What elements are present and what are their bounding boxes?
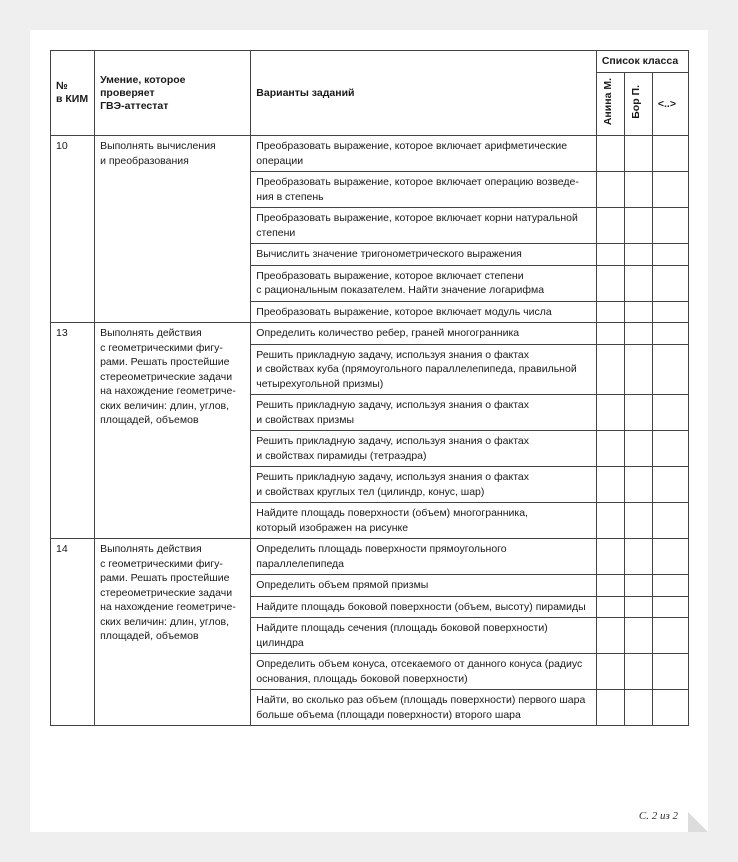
student-mark-cell[interactable]	[596, 467, 624, 503]
student-mark-cell[interactable]	[596, 618, 624, 654]
student-mark-cell[interactable]	[596, 208, 624, 244]
student-mark-cell[interactable]	[652, 344, 688, 395]
student-mark-cell[interactable]	[652, 596, 688, 618]
student-mark-cell[interactable]	[596, 503, 624, 539]
student-mark-cell[interactable]	[624, 136, 652, 172]
student-mark-cell[interactable]	[596, 136, 624, 172]
skill-description: Выполнять вычисления и преобразования	[95, 136, 251, 323]
table-row	[51, 539, 689, 575]
task-variant: Решить прикладную задачу, используя знания о фактах и свойствах пирамиды (тетраэдра)	[251, 431, 597, 467]
student-mark-cell[interactable]	[652, 467, 688, 503]
student-mark-cell[interactable]	[652, 395, 688, 431]
student-mark-cell[interactable]	[596, 690, 624, 726]
table-body	[51, 136, 689, 726]
document-page	[30, 30, 708, 832]
student-mark-cell[interactable]	[652, 323, 688, 345]
page-number: С. 2 из 2	[638, 810, 678, 822]
kim-number: 10	[51, 136, 95, 323]
task-variant: Найдите площадь сечения (площадь боковой поверхности) цилиндра	[251, 618, 597, 654]
student-mark-cell[interactable]	[652, 172, 688, 208]
student-mark-cell[interactable]	[596, 575, 624, 597]
student-name: Бор П.	[629, 85, 642, 119]
student-mark-cell[interactable]	[624, 467, 652, 503]
student-mark-cell[interactable]	[652, 265, 688, 301]
student-mark-cell[interactable]	[652, 539, 688, 575]
student-mark-cell[interactable]	[596, 265, 624, 301]
skills-table	[50, 50, 689, 726]
student-mark-cell[interactable]	[624, 539, 652, 575]
task-variant: Преобразовать выражение, которое включает степени с рациональным показателем. Найти значение логарифма	[251, 265, 597, 301]
student-mark-cell[interactable]	[652, 431, 688, 467]
student-mark-cell[interactable]	[624, 344, 652, 395]
student-mark-cell[interactable]	[624, 301, 652, 323]
task-variant: Вычислить значение тригонометрического выражения	[251, 244, 597, 266]
header-skill: Умение, которое проверяет ГВЭ-аттестат	[95, 51, 251, 136]
header-tasks: Варианты заданий	[251, 51, 597, 136]
student-mark-cell[interactable]	[596, 323, 624, 345]
student-mark-cell[interactable]	[624, 172, 652, 208]
student-mark-cell[interactable]	[596, 654, 624, 690]
task-variant: Решить прикладную задачу, используя знания о фактах и свойствах куба (прямоугольного параллелепипеда, правильной четырехугольной призмы)	[251, 344, 597, 395]
student-mark-cell[interactable]	[652, 136, 688, 172]
skill-description: Выполнять действия с геометрическими фигу- рами. Решать простейшие стереометрические задачи на нахождение геометриче- ских величин: длин, углов, площадей, объемов	[95, 323, 251, 539]
header-student-2	[624, 73, 652, 136]
student-mark-cell[interactable]	[596, 344, 624, 395]
student-mark-cell[interactable]	[624, 395, 652, 431]
student-mark-cell[interactable]	[652, 618, 688, 654]
student-mark-cell[interactable]	[652, 654, 688, 690]
header-student-more: <..>	[652, 73, 688, 136]
task-variant: Найти, во сколько раз объем (площадь поверхности) первого шара больше объема (площади поверхности) второго шара	[251, 690, 597, 726]
page-corner-fold	[688, 812, 708, 832]
task-variant: Найдите площадь поверхности (объем) многогранника, который изображен на рисунке	[251, 503, 597, 539]
student-mark-cell[interactable]	[596, 301, 624, 323]
task-variant: Решить прикладную задачу, используя знания о фактах и свойствах круглых тел (цилиндр, конус, шар)	[251, 467, 597, 503]
student-mark-cell[interactable]	[652, 244, 688, 266]
header-class-list: Список класса	[596, 51, 688, 73]
student-mark-cell[interactable]	[624, 690, 652, 726]
table-row	[51, 136, 689, 172]
student-mark-cell[interactable]	[596, 539, 624, 575]
student-mark-cell[interactable]	[624, 244, 652, 266]
task-variant: Решить прикладную задачу, используя знания о фактах и свойствах призмы	[251, 395, 597, 431]
student-mark-cell[interactable]	[624, 265, 652, 301]
student-mark-cell[interactable]	[596, 244, 624, 266]
task-variant: Определить площадь поверхности прямоугольного параллелепипеда	[251, 539, 597, 575]
student-mark-cell[interactable]	[624, 575, 652, 597]
task-variant: Определить объем прямой призмы	[251, 575, 597, 597]
student-mark-cell[interactable]	[624, 618, 652, 654]
skill-description: Выполнять действия с геометрическими фигу- рами. Решать простейшие стереометрические задачи на нахождение геометриче- ских величин: длин, углов, площадей, объемов	[95, 539, 251, 726]
task-variant: Определить объем конуса, отсекаемого от данного конуса (радиус основания, площадь боковой поверхности)	[251, 654, 597, 690]
student-mark-cell[interactable]	[624, 431, 652, 467]
student-mark-cell[interactable]	[596, 172, 624, 208]
student-mark-cell[interactable]	[596, 395, 624, 431]
task-variant: Преобразовать выражение, которое включает корни натуральной степени	[251, 208, 597, 244]
student-mark-cell[interactable]	[596, 596, 624, 618]
student-mark-cell[interactable]	[624, 208, 652, 244]
task-variant: Найдите площадь боковой поверхности (объем, высоту) пирамиды	[251, 596, 597, 618]
student-mark-cell[interactable]	[624, 503, 652, 539]
student-mark-cell[interactable]	[652, 301, 688, 323]
student-mark-cell[interactable]	[596, 431, 624, 467]
header-num: № в КИМ	[51, 51, 95, 136]
student-mark-cell[interactable]	[652, 690, 688, 726]
task-variant: Преобразовать выражение, которое включает арифметические операции	[251, 136, 597, 172]
table-row	[51, 323, 689, 345]
student-mark-cell[interactable]	[624, 596, 652, 618]
student-mark-cell[interactable]	[652, 575, 688, 597]
student-mark-cell[interactable]	[652, 208, 688, 244]
task-variant: Преобразовать выражение, которое включает операцию возведе- ния в степень	[251, 172, 597, 208]
student-name: Анина М.	[601, 78, 614, 126]
kim-number: 13	[51, 323, 95, 539]
kim-number: 14	[51, 539, 95, 726]
student-mark-cell[interactable]	[652, 503, 688, 539]
student-mark-cell[interactable]	[624, 323, 652, 345]
student-mark-cell[interactable]	[624, 654, 652, 690]
task-variant: Определить количество ребер, граней многогранника	[251, 323, 597, 345]
header-student-1	[596, 73, 624, 136]
task-variant: Преобразовать выражение, которое включает модуль числа	[251, 301, 597, 323]
